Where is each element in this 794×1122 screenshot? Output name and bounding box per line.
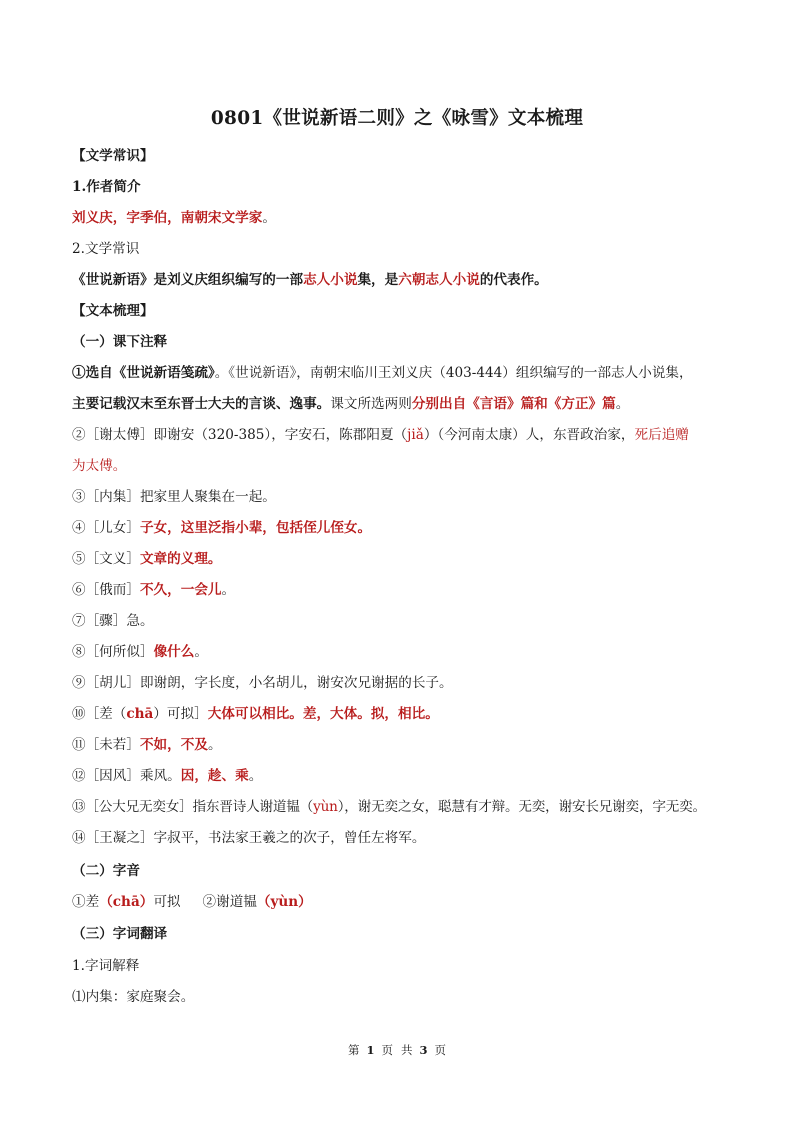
text-run: 可拟 [153,894,181,910]
pinyin: chā [126,706,154,722]
text-run: 《世说新语》是刘义庆组织编写的一部 [72,272,304,288]
text-run: ）（今河南太康）人，东晋政治家， [423,427,635,443]
text-run: 。《世说新语》，南朝宋临川王刘义庆（403-444）组织编写的一部志人小说集， [214,365,693,381]
text-run: 主要记载汉末至东晋士大夫的言谈、逸事。 [72,396,331,412]
term: ④［儿女］ [72,520,140,536]
note-1-cont [72,394,732,414]
term: ⑩［差（ [72,706,127,722]
text-run: ②谢道韫 [202,894,257,910]
pinyin: （chā） [99,894,154,910]
pinyin: jiǎ [407,427,424,443]
text-run: ），谢无奕之女，聪慧有才辩。无奕，谢安长兄谢奕，字无奕。 [337,799,706,815]
note-2-cont: 为太傅。 [72,458,127,474]
note-1 [72,363,732,383]
text-run: ②［谢太傅］即谢安（320-385），字安石，陈郡阳夏（ [72,427,408,443]
term: ⑥［俄而］ [72,582,140,598]
note-12 [72,766,732,786]
highlight-term: 六朝志人小说 [398,272,480,288]
definition: 像什么 [153,644,195,660]
author-info: 刘义庆，字季伯，南朝宋文学家 [72,210,263,226]
subheading-translation: （三）字词翻译 [72,926,168,942]
note-6 [72,580,732,600]
subheading-notes: （一）课下注释 [72,334,168,350]
highlight-term: 志人小说 [303,272,358,288]
term: ）可拟］ [153,706,208,722]
term: ⑪［未若］ [72,737,140,753]
pronunciation-line [72,892,732,912]
definition: 因，趁、乘 [180,768,249,784]
note-4 [72,518,732,538]
note-8 [72,642,732,662]
definition: 不如，不及 [139,737,208,753]
text-run: 课文所选两则 [330,396,412,412]
text-run: 。 [248,768,263,784]
page-number: 1 [366,1043,375,1057]
note-2 [72,425,732,445]
text-run: 。 [221,582,236,598]
term: ⑧［何所似］ [72,644,154,660]
note-9: ⑨［胡儿］即谢朗，字长度，小名胡儿，谢安次兄谢据的长子。 [72,675,453,691]
note-5 [72,549,732,569]
definition: 文章的义理。 [139,551,222,567]
page-title: 0801《世说新语二则》之《咏雪》文本梳理 [210,108,584,129]
pinyin: yùn [313,799,338,815]
footer-text: 第 [347,1043,360,1057]
note-10 [72,704,732,724]
note-14: ⑭［王凝之］字叔平，书法家王羲之的次子，曾任左将军。 [72,830,426,846]
page-footer [0,1042,794,1058]
text-run: 集，是 [357,272,399,288]
word-1: ⑴内集：家庭聚会。 [72,989,195,1005]
author-line-end: 。 [262,210,276,226]
definition: 大体可以相比。差，大体。拟，相比。 [207,706,439,722]
note-3: ③［内集］把家里人聚集在一起。 [72,489,276,505]
subheading-pronunciation: （二）字音 [72,863,140,879]
author-line [72,208,732,228]
text-run: 。 [207,737,222,753]
page-total: 3 [419,1043,428,1057]
text-run: 。 [194,644,208,660]
note-source: ①选自《世说新语笺疏》 [72,365,215,381]
section-heading-text-analysis: 【文本梳理】 [72,303,154,319]
definition: 子女，这里泛指小辈，包括侄儿侄女。 [139,520,372,536]
pinyin: （yùn） [256,894,312,910]
term: ⑤［文义］ [72,551,140,567]
section-heading-literary-knowledge: 【文学常识】 [72,148,154,164]
footer-text: 页 [434,1043,447,1057]
literary-knowledge-line [72,270,732,290]
definition: 不久，一会儿 [139,582,222,598]
footer-text: 共 [401,1043,413,1057]
term: ⑫［因风］乘风。 [72,768,181,784]
note-11 [72,735,732,755]
text-run: ①差 [72,894,100,910]
note-13 [72,797,732,817]
item-literary-knowledge: 2.文学常识 [72,241,140,257]
highlight-term: 分别出自《言语》篇和《方正》篇 [411,396,616,412]
item-author-intro: 1.作者简介 [72,179,141,195]
item-word-explanation: 1.字词解释 [72,958,140,974]
text-run: 。 [615,396,630,412]
term: ⑬［公大兄无奕女］指东晋诗人谢道韫（ [72,799,314,815]
note-7: ⑦［骤］急。 [72,613,154,629]
footer-text: 页 [381,1043,393,1057]
highlight-term: 死后追赠 [634,427,689,443]
text-run: 的代表作。 [479,272,548,288]
